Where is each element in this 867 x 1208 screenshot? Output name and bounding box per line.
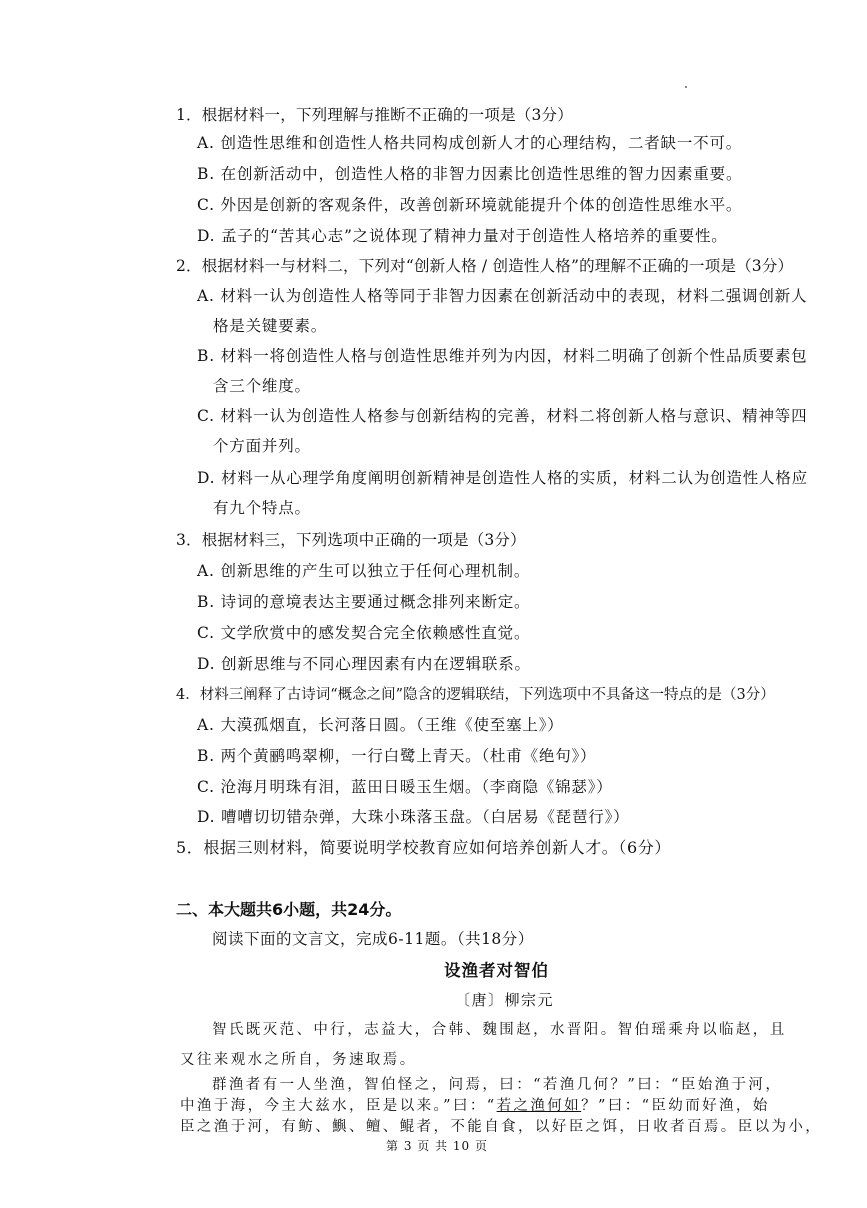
passage-p2-line2-end: ？”曰：“臣幼而好渔，始: [581, 1098, 770, 1114]
passage-title: 设渔者对智伯: [444, 961, 549, 980]
question-4-option-d: D. 嘈嘈切切错杂弹，大珠小珠落玉盘。（白居易《琵琶行》）: [197, 808, 630, 826]
passage-p1-line2: 又往来观水之所自，务速取焉。: [180, 1052, 417, 1068]
question-2-option-a: A. 材料一认为创造性人格等同于非智力因素在创新活动中的表现，材料二强调创新人格是关键要素。: [197, 287, 808, 335]
passage-p2-line2-start: 中渔于海，今主大兹水，臣是以来。”曰：“: [180, 1098, 497, 1114]
question-4-option-a: A. 大漠孤烟直，长河落日圆。（王维《使至塞上》）: [197, 716, 564, 734]
section-2-heading: 二、本大题共6小题，共24分。: [176, 900, 402, 919]
question-2-option-b: B. 材料一将创造性人格与创造性思维并列为内因，材料二明确了创新个性品质要素包含三个维度。: [197, 347, 808, 395]
passage-p2-line2: [180, 1099, 770, 1114]
question-3-option-b: B. 诗词的意境表达主要通过概念排列来断定。: [197, 593, 531, 611]
question-2-stem: 2．根据材料一与材料二，下列对“创新人格 / 创造性人格”的理解不正确的一项是（3分）: [176, 257, 794, 275]
question-3-option-d: D. 创新思维与不同心理因素有内在逻辑联系。: [197, 655, 531, 673]
section-2-intro: 阅读下面的文言文，完成6-11题。（共18分）: [212, 930, 534, 948]
question-2-option-d: D. 材料一从心理学角度阐明创新精神是创造性人格的实质，材料二认为创造性人格应有九个特点。: [197, 469, 808, 517]
passage-p2-line1: 群渔者有一人坐渔，智伯怪之，问焉，曰：“若渔几何？”曰：“臣始渔于河，: [212, 1077, 783, 1093]
question-1-option-a: A. 创造性思维和创造性人格共同构成创新人才的心理结构，二者缺一不可。: [197, 134, 743, 152]
question-1-option-d: D. 孟子的“苦其心志”之说体现了精神力量对于创造性人格培养的重要性。: [197, 227, 728, 245]
question-2-option-c: C. 材料一认为创造性人格参与创新结构的完善，材料二将创新人格与意识、精神等四个方面并列。: [197, 407, 808, 455]
question-1-option-c: C. 外因是创新的客观条件，改善创新环境就能提升个体的创造性思维水平。: [197, 196, 743, 214]
question-5-stem: 5．根据三则材料，简要说明学校教育应如何培养创新人才。（6分）: [176, 838, 671, 857]
passage-author: 〔唐〕柳宗元: [455, 991, 555, 1009]
question-3-option-c: C. 文学欣赏中的感发契合完全依赖感性直觉。: [197, 624, 531, 642]
question-4-stem: 4．材料三阐释了古诗词“概念之间”隐含的逻辑联结，下列选项中不具备这一特点的是（3分）: [176, 687, 775, 703]
passage-p1-line1: 智氏既灭范、中行，志益大，合韩、魏围赵，水晋阳。智伯瑶乘舟以临赵，且: [212, 1022, 787, 1038]
question-1-option-b: B. 在创新活动中，创造性人格的非智力因素比创造性思维的智力因素重要。: [197, 165, 743, 183]
question-4-option-c: C. 沧海月明珠有泪，蓝田日暖玉生烟。（李商隐《锦瑟》）: [197, 778, 613, 796]
underlined-phrase: 若之渔何如: [496, 1098, 582, 1114]
question-3-stem: 3．根据材料三，下列选项中正确的一项是（3分）: [176, 531, 526, 549]
question-1-stem: 1．根据材料一，下列理解与推断不正确的一项是（3分）: [176, 106, 573, 124]
page-footer: 第 3 页 共 10 页: [386, 1139, 488, 1153]
scan-speck: [685, 86, 687, 88]
question-4-option-b: B. 两个黄鹂鸣翠柳，一行白鹭上青天。（杜甫《绝句》）: [197, 747, 597, 765]
question-3-option-a: A. 创新思维的产生可以独立于任何心理机制。: [197, 562, 531, 580]
passage-p2-line3: 臣之渔于河，有鲂、鱮、鳣、鲲者，不能自食，以好臣之饵，日收者百焉。臣以为小，: [180, 1119, 823, 1135]
